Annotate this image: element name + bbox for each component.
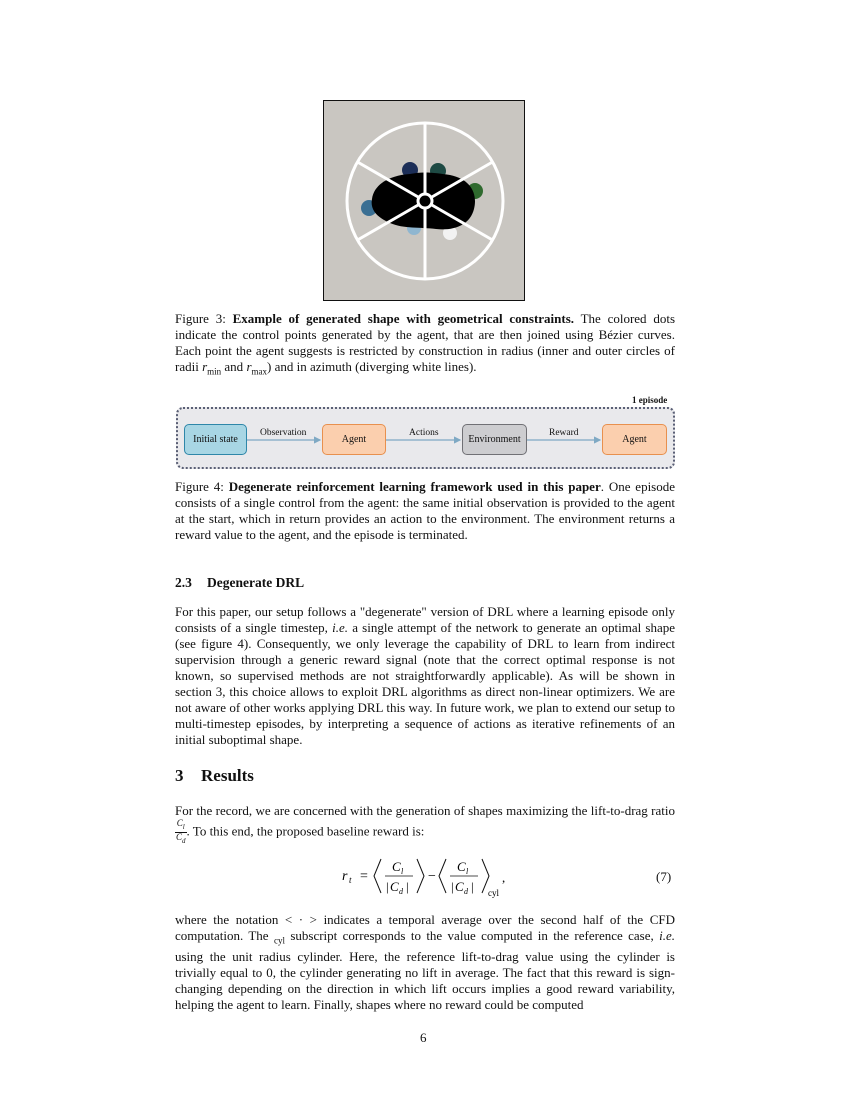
flow-arrows [176, 407, 675, 469]
math-symbol: r [246, 359, 252, 374]
figure-title: Degenerate reinforcement learning framework used in this paper [228, 479, 601, 494]
math-symbol: r [202, 359, 208, 374]
svg-text:|: | [406, 879, 409, 894]
svg-text:|: | [451, 879, 454, 894]
figure-4-caption [175, 479, 675, 543]
episode-label: 1 episode [632, 395, 668, 405]
section-title: Degenerate DRL [207, 575, 305, 590]
svg-text:|: | [386, 879, 389, 894]
math-subscript: d [182, 836, 186, 845]
caption-text: The colored dots indicate the control points generated by the agent, that are then joined using Bézier curves. Each point the agent suggests is restricted by construction in radius (inner and outer circles of radii [175, 311, 676, 374]
body-text: where the notation < · > indicates a temporal average over the second half of the CFD computation. The [175, 912, 675, 943]
eq-cyl-subscript: cyl [488, 888, 499, 898]
equation-render [340, 856, 540, 898]
body-text: For this paper, our setup follows a "degenerate" version of DRL where a learning episode only consists of a single timestep, [175, 604, 675, 635]
equation-number: (7) [656, 869, 672, 884]
eq-denominator: C [455, 879, 464, 894]
caption-text: ) and in azimuth (diverging white lines). [267, 359, 477, 374]
eq-subscript: l [401, 867, 404, 876]
figure-3-image [323, 100, 525, 301]
eq-comma: , [502, 870, 506, 885]
caption-text: . One episode consists of a single control from the agent: the same initial observation is provided to the agent at the start, which in return provides an action to the environment. The environment returns a reward value to the agent, and the episode is terminated. [175, 479, 676, 542]
edge-label-observation: Observation [260, 428, 307, 438]
section-3-intro [175, 803, 675, 846]
figure-label: Figure 3: [175, 311, 226, 326]
body-text-italic: i.e. [659, 928, 676, 943]
node-agent: Agent [602, 424, 667, 455]
inline-fraction [175, 819, 187, 846]
section-number: 3 [175, 766, 184, 785]
eq-subscript: d [464, 887, 468, 896]
section-3-paragraph [175, 912, 675, 1013]
body-text: subscript corresponds to the value computed in the reference case, [290, 928, 654, 943]
section-heading [175, 766, 254, 786]
figure-3-caption [175, 311, 675, 380]
svg-text:|: | [471, 879, 474, 894]
fraction-numerator: C [176, 818, 183, 828]
body-text-italic: i.e. [332, 620, 348, 635]
page-number: 6 [420, 1030, 427, 1045]
eq-numerator: C [457, 859, 466, 874]
edge-label-actions: Actions [409, 428, 439, 438]
math-subscript: cyl [273, 935, 285, 946]
eq-equals: = [360, 869, 368, 884]
section-title: Results [201, 766, 254, 785]
eq-minus: − [428, 869, 436, 884]
body-text: using the unit radius cylinder. Here, the reference lift-to-drag value using the cylinder is trivially equal to 0, the cylinder generating no lift in average. The fact that this reward is sign-changing depending on the direction in which lift occurs implies a good reward variability, helping the agent to learn. Finally, shapes where no reward could be computed [175, 948, 675, 1012]
eq-lhs-subscript: t [349, 875, 352, 885]
node-environment: Environment [462, 424, 527, 455]
edge-label-reward: Reward [549, 428, 579, 438]
eq-numerator: C [392, 859, 401, 874]
math-subscript: max [251, 366, 267, 377]
eq-lhs: r [342, 869, 348, 884]
math-subscript: l [182, 822, 185, 831]
section-number: 2.3 [175, 575, 192, 590]
node-agent: Agent [322, 424, 386, 455]
constraint-shape-diagram [324, 101, 523, 299]
fraction-denominator: C [176, 831, 183, 842]
equation-7 [340, 856, 540, 898]
figure-title: Example of generated shape with geometrical constraints. [232, 311, 575, 326]
body-text: For the record, we are concerned with the generation of shapes maximizing the lift-to-drag ratio [175, 803, 675, 818]
node-initial-state: Initial state [184, 424, 247, 455]
section-heading [175, 575, 304, 591]
body-text: . To this end, the proposed baseline reward is: [186, 823, 425, 839]
body-text: a single attempt of the network to generate an optimal shape (see figure 4). Consequently, we only leverage the capability of DRL to learn from indirect supervision through a generic reward signal (note that the correct optimal response is not known, so supervised methods are not straightforwardly applicable). As will be shown in section 3, this choice allows to exploit DRL algorithms as direct non-linear optimizers. We are not aware of other works applying DRL this way. In future work, we plan to extend our setup to multi-timestep episodes, by interpreting a sequence of actions as iterative refinements of an initial suboptimal shape. [175, 620, 676, 747]
eq-denominator: C [390, 879, 399, 894]
eq-subscript: d [399, 887, 403, 896]
math-subscript: min [207, 366, 222, 377]
eq-subscript: l [466, 867, 469, 876]
section-2-3-paragraph [175, 604, 675, 748]
figure-label: Figure 4: [175, 479, 224, 494]
inner-radius-circle [418, 194, 432, 208]
caption-text: and [224, 359, 244, 374]
